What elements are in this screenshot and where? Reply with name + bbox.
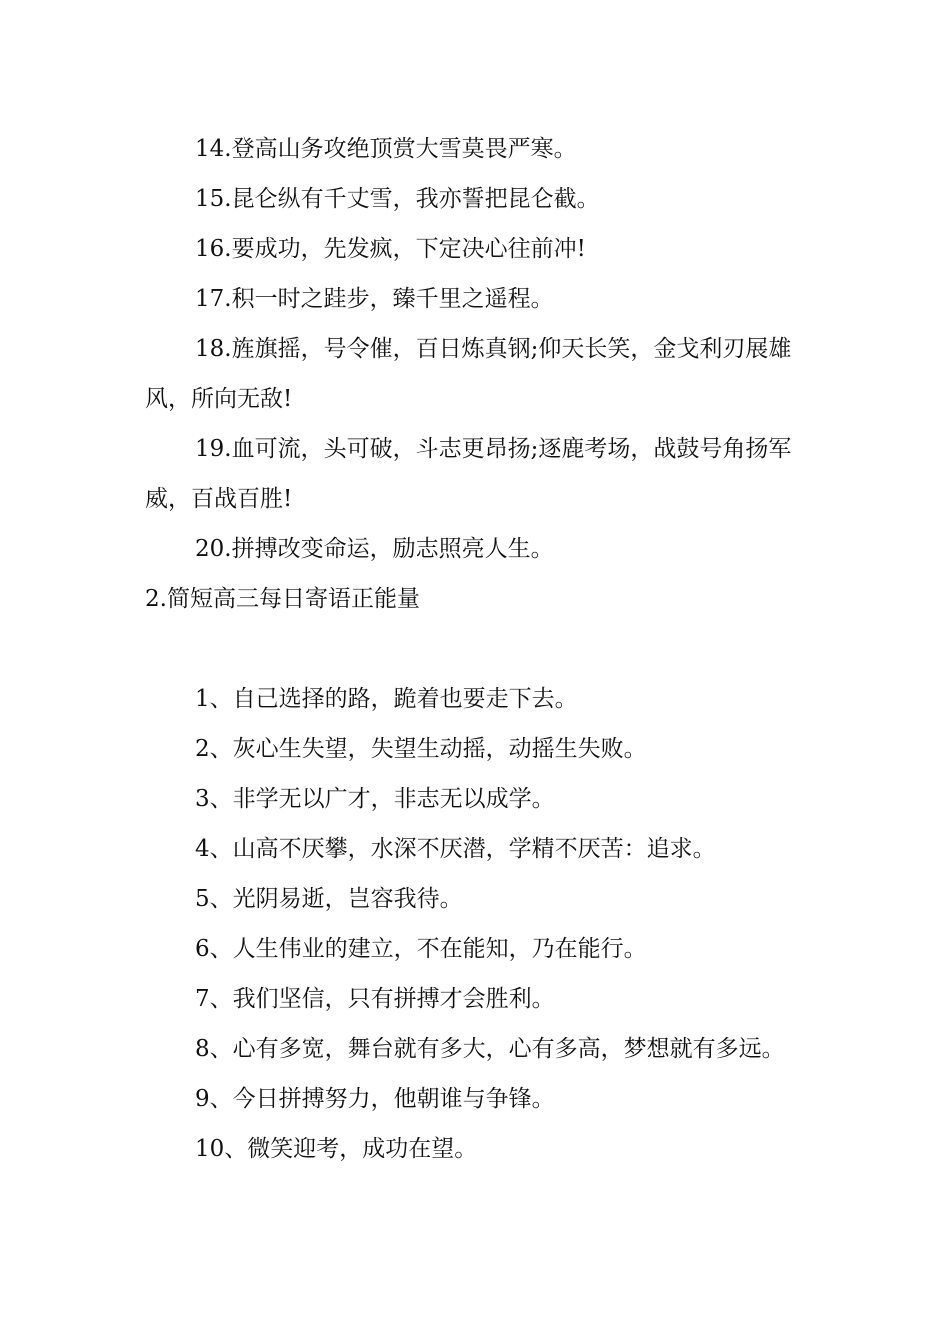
list-item: 1、自己选择的路，跪着也要走下去。 xyxy=(195,686,578,712)
list-item: 18.旌旗摇，号令催，百日炼真钢;仰天长笑，金戈利刃展雄风，所向无敌! xyxy=(145,336,792,412)
list-item: 3、非学无以广才，非志无以成学。 xyxy=(195,786,555,812)
list-item: 9、今日拼搏努力，他朝谁与争锋。 xyxy=(195,1086,555,1112)
list-item: 4、山高不厌攀，水深不厌潜，学精不厌苦：追求。 xyxy=(195,836,716,862)
list-item: 15.昆仑纵有千丈雪，我亦誓把昆仑截。 xyxy=(195,186,600,212)
list-item: 20.拼搏改变命运，励志照亮人生。 xyxy=(195,536,554,562)
list-item: 5、光阴易逝，岂容我待。 xyxy=(195,886,463,912)
list-item: 7、我们坚信，只有拼搏才会胜利。 xyxy=(195,986,555,1012)
blank-line xyxy=(145,624,810,674)
list-item: 14.登高山务攻绝顶赏大雪莫畏严寒。 xyxy=(195,136,577,162)
list-item: 6、人生伟业的建立，不在能知，乃在能行。 xyxy=(195,936,647,962)
section-heading: 2.简短高三每日寄语正能量 xyxy=(145,586,420,612)
document-body xyxy=(145,124,810,1174)
list-item: 19.血可流，头可破，斗志更昂扬;逐鹿考场，战鼓号角扬军威，百战百胜! xyxy=(145,436,792,512)
list-item: 17.积一时之跬步，臻千里之遥程。 xyxy=(195,286,554,312)
list-item: 2、灰心生失望，失望生动摇，动摇生失败。 xyxy=(195,736,647,762)
list-item: 10、微笑迎考，成功在望。 xyxy=(195,1136,478,1162)
list-item: 8、心有多宽，舞台就有多大，心有多高，梦想就有多远。 xyxy=(195,1036,785,1062)
list-item: 16.要成功，先发疯，下定决心往前冲! xyxy=(195,236,586,262)
